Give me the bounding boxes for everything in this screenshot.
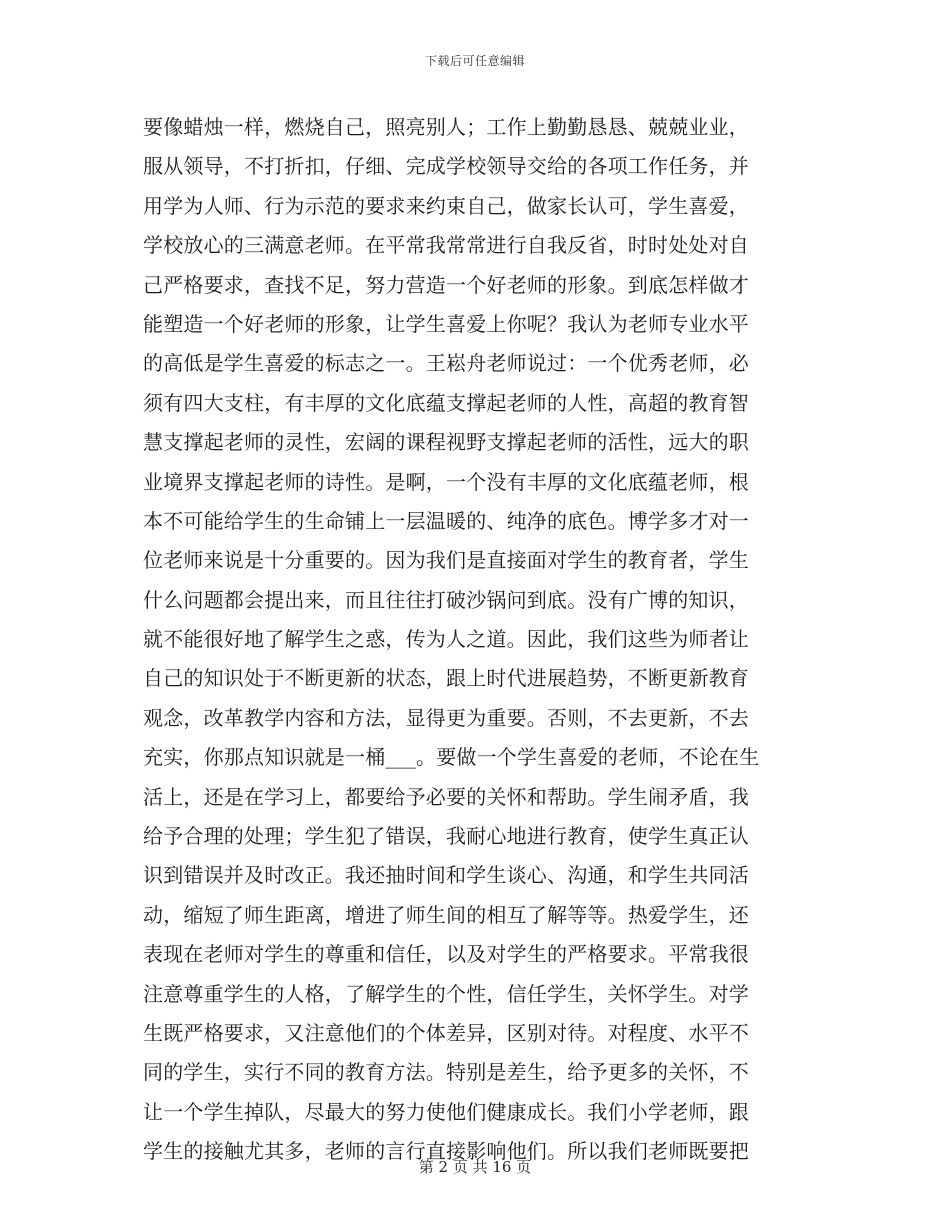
page-number: 第 2 页 共 16 页 — [418, 1158, 532, 1176]
body-line: 本不可能给学生的生命铺上一层温暖的、纯净的底色。博学多才对一 — [143, 508, 749, 533]
body-line: 位老师来说是十分重要的。因为我们是直接面对学生的教育者，学生 — [143, 548, 749, 573]
body-line: 慧支撑起老师的灵性，宏阔的课程视野支撑起老师的活性，远大的职 — [143, 430, 749, 455]
body-line: 充实，你那点知识就是一桶___。要做一个学生喜爱的老师，不论在生 — [143, 745, 760, 770]
body-line: 须有四大支柱，有丰厚的文化底蕴支撑起老师的人性，高超的教育智 — [143, 390, 749, 415]
body-line: 学生的接触尤其多，老师的言行直接影响他们。所以我们老师既要把 — [143, 1139, 749, 1164]
body-line: 就不能很好地了解学生之惑，传为人之道。因此，我们这些为师者让 — [143, 627, 749, 652]
body-line: 给予合理的处理；学生犯了错误，我耐心地进行教育，使学生真正认 — [143, 824, 749, 849]
body-line: 什么问题都会提出来，而且往往打破沙锅问到底。没有广博的知识， — [143, 587, 749, 612]
body-line: 要像蜡烛一样，燃烧自己，照亮别人；工作上勤勤恳恳、兢兢业业， — [143, 115, 749, 139]
body-line: 服从领导，不打折扣，仔细、完成学校领导交给的各项工作任务，并 — [143, 154, 749, 179]
body-line: 活上，还是在学习上，都要给予必要的关怀和帮助。学生闹矛盾，我 — [143, 784, 749, 809]
body-line: 生既严格要求，又注意他们的个体差异，区别对待。对程度、水平不 — [143, 1020, 749, 1045]
body-line: 动，缩短了师生距离，增进了师生间的相互了解等等。热爱学生，还 — [143, 902, 749, 927]
body-line: 观念，改革教学内容和方法，显得更为重要。否则，不去更新，不去 — [143, 705, 749, 730]
body-line: 用学为人师、行为示范的要求来约束自己，做家长认可，学生喜爱， — [143, 193, 749, 218]
body-line: 学校放心的三满意老师。在平常我常常进行自我反省，时时处处对自 — [143, 233, 749, 258]
body-line: 同的学生，实行不同的教育方法。特别是差生，给予更多的关怀，不 — [143, 1060, 749, 1085]
body-line: 表现在老师对学生的尊重和信任，以及对学生的严格要求。平常我很 — [143, 942, 749, 967]
body-line: 注意尊重学生的人格，了解学生的个性，信任学生，关怀学生。对学 — [143, 981, 749, 1006]
body-line: 识到错误并及时改正。我还抽时间和学生谈心、沟通，和学生共同活 — [143, 863, 749, 888]
body-line: 己严格要求，查找不足，努力营造一个好老师的形象。到底怎样做才 — [143, 272, 749, 297]
body-line: 让一个学生掉队，尽最大的努力使他们健康成长。我们小学老师，跟 — [143, 1099, 749, 1124]
body-line: 能塑造一个好老师的形象，让学生喜爱上你呢？我认为老师专业水平 — [143, 311, 749, 336]
body-line: 业境界支撑起老师的诗性。是啊，一个没有丰厚的文化底蕴老师，根 — [143, 469, 749, 494]
document-body — [143, 108, 808, 1172]
page-header: 下载后可任意编辑 — [424, 54, 525, 68]
body-line: 的高低是学生喜爱的标志之一。王崧舟老师说过：一个优秀老师，必 — [143, 351, 749, 376]
body-line: 自己的知识处于不断更新的状态，跟上时代进展趋势，不断更新教育 — [143, 666, 749, 691]
